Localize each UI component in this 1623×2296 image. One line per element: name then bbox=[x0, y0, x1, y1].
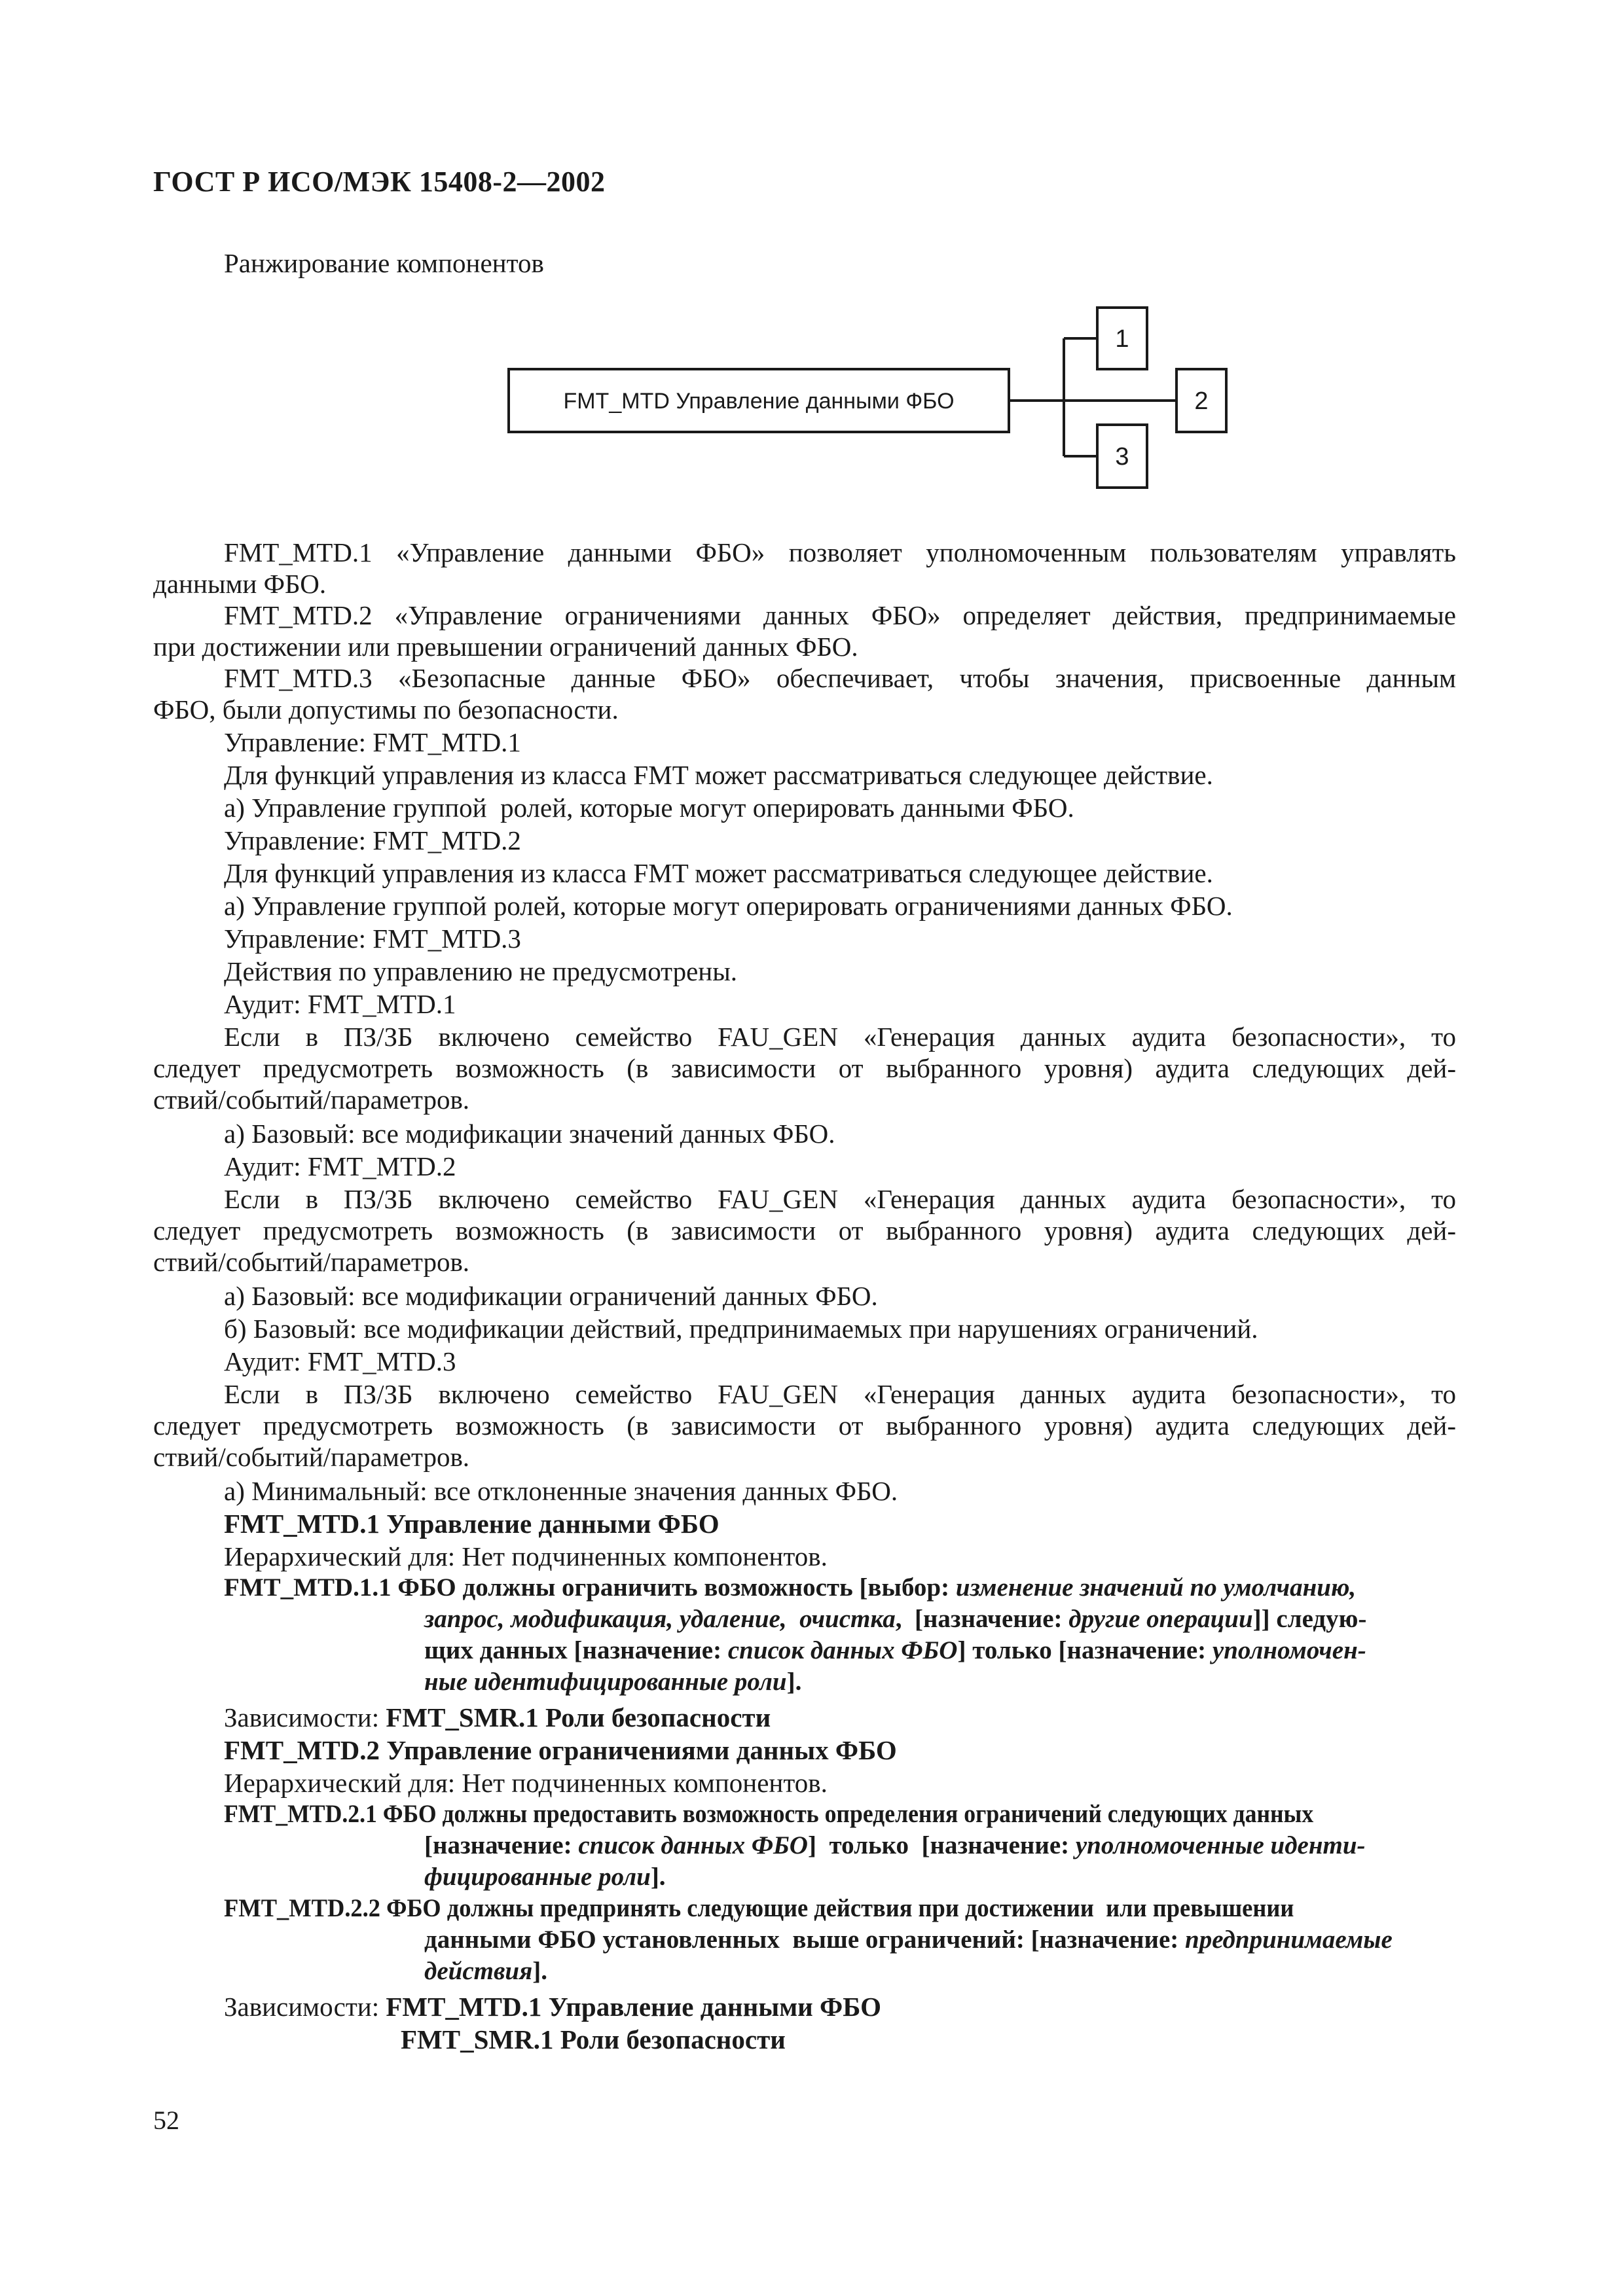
element-line: FMT_MTD.2.1 ФБО должны предоставить возможность определения ограничений следующих данных bbox=[224, 1800, 1314, 1828]
dependencies-line: Зависимости: FMT_MTD.1 Управление данными ФБО bbox=[224, 1992, 881, 2022]
family-box-label: FMT_MTD Управление данными ФБО bbox=[563, 389, 955, 414]
section-title: Ранжирование компонентов bbox=[224, 248, 544, 278]
page-header: ГОСТ Р ИСО/МЭК 15408-2—2002 bbox=[153, 166, 606, 198]
text-line: ствий/событий/параметров. bbox=[153, 1442, 470, 1472]
text-line: Для функций управления из класса FMT может рассматриваться следующее действие. bbox=[224, 858, 1213, 888]
text-line: а) Базовый: все модификации значений данных ФБО. bbox=[224, 1119, 835, 1149]
text-line: Если в ПЗ/ЗБ включено семейство FAU_GEN «Генерация данных аудита безопасности», то bbox=[224, 1184, 1456, 1214]
page-number: 52 bbox=[153, 2106, 179, 2135]
text-line: следует предусмотреть возможность (в зависимости от выбранного уровня) аудита следующих дей- bbox=[153, 1410, 1456, 1441]
text-line: Иерархический для: Нет подчиненных компонентов. bbox=[224, 1541, 828, 1571]
component-label-1: 1 bbox=[1115, 325, 1129, 353]
text-line: Управление: FMT_MTD.1 bbox=[224, 727, 521, 757]
text-line: а) Управление группой ролей, которые могут оперировать ограничениями данных ФБО. bbox=[224, 891, 1233, 921]
text-line: а) Минимальный: все отклоненные значения данных ФБО. bbox=[224, 1476, 898, 1506]
element-line: запрос, модификация, удаление, очистка, [назначение: другие операции]] следую- bbox=[424, 1605, 1367, 1633]
text-line: Управление: FMT_MTD.3 bbox=[224, 924, 521, 954]
text-line: ствий/событий/параметров. bbox=[153, 1247, 470, 1277]
text-line: Если в ПЗ/ЗБ включено семейство FAU_GEN «Генерация данных аудита безопасности», то bbox=[224, 1379, 1456, 1409]
text-line: ФБО, были допустимы по безопасности. bbox=[153, 694, 619, 725]
text-line: Управление: FMT_MTD.2 bbox=[224, 825, 521, 855]
element-line: фицированные роли]. bbox=[424, 1863, 666, 1891]
text-line: FMT_MTD.3 «Безопасные данные ФБО» обеспечивает, чтобы значения, присвоенные данным bbox=[224, 663, 1456, 693]
element-line: щих данных [назначение: список данных ФБО] только [назначение: уполномочен- bbox=[424, 1636, 1366, 1664]
text-line: а) Управление группой ролей, которые могут оперировать данными ФБО. bbox=[224, 793, 1074, 823]
dependencies-line: FMT_SMR.1 Роли безопасности bbox=[401, 2024, 786, 2054]
element-line: действия]. bbox=[424, 1957, 547, 1985]
component-heading: FMT_MTD.2 Управление ограничениями данных ФБО bbox=[224, 1735, 897, 1765]
element-line: FMT_MTD.1.1 ФБО должны ограничить возможность [выбор: изменение значений по умолчанию, bbox=[224, 1573, 1357, 1602]
text-line: ствий/событий/параметров. bbox=[153, 1085, 470, 1115]
element-line: FMT_MTD.2.2 ФБО должны предпринять следующие действия при достижении или превышении bbox=[224, 1894, 1294, 1922]
text-line: а) Базовый: все модификации ограничений данных ФБО. bbox=[224, 1281, 878, 1311]
component-label-3: 3 bbox=[1115, 443, 1129, 471]
text-line: данными ФБО. bbox=[153, 569, 327, 599]
text-line: при достижении или превышении ограничений данных ФБО. bbox=[153, 632, 858, 662]
text-line: Аудит: FMT_MTD.2 bbox=[224, 1151, 456, 1181]
text-line: б) Базовый: все модификации действий, предпринимаемых при нарушениях ограничений. bbox=[224, 1314, 1258, 1344]
component-heading: FMT_MTD.1 Управление данными ФБО bbox=[224, 1509, 720, 1539]
text-line: Для функций управления из класса FMT может рассматриваться следующее действие. bbox=[224, 760, 1213, 790]
text-line: Действия по управлению не предусмотрены. bbox=[224, 956, 738, 986]
element-line: ные идентифицированные роли]. bbox=[424, 1668, 802, 1696]
text-line: следует предусмотреть возможность (в зависимости от выбранного уровня) аудита следующих дей- bbox=[153, 1215, 1456, 1246]
component-ranking-diagram bbox=[0, 0, 1623, 524]
text-line: Аудит: FMT_MTD.1 bbox=[224, 989, 456, 1019]
text-line: FMT_MTD.1 «Управление данными ФБО» позволяет уполномоченным пользователям управлять bbox=[224, 537, 1456, 567]
component-label-2: 2 bbox=[1194, 387, 1209, 415]
text-line: Иерархический для: Нет подчиненных компонентов. bbox=[224, 1768, 828, 1798]
text-line: следует предусмотреть возможность (в зависимости от выбранного уровня) аудита следующих дей- bbox=[153, 1053, 1456, 1083]
text-line: Аудит: FMT_MTD.3 bbox=[224, 1346, 456, 1376]
element-line: данными ФБО установленных выше ограничений: [назначение: предпринимаемые bbox=[424, 1926, 1393, 1954]
dependencies-line: Зависимости: FMT_SMR.1 Роли безопасности bbox=[224, 1702, 771, 1732]
element-line: [назначение: список данных ФБО] только [назначение: уполномоченные иденти- bbox=[424, 1831, 1366, 1859]
text-line: Если в ПЗ/ЗБ включено семейство FAU_GEN «Генерация данных аудита безопасности», то bbox=[224, 1022, 1456, 1052]
text-line: FMT_MTD.2 «Управление ограничениями данных ФБО» определяет действия, предпринимаемые bbox=[224, 600, 1456, 630]
